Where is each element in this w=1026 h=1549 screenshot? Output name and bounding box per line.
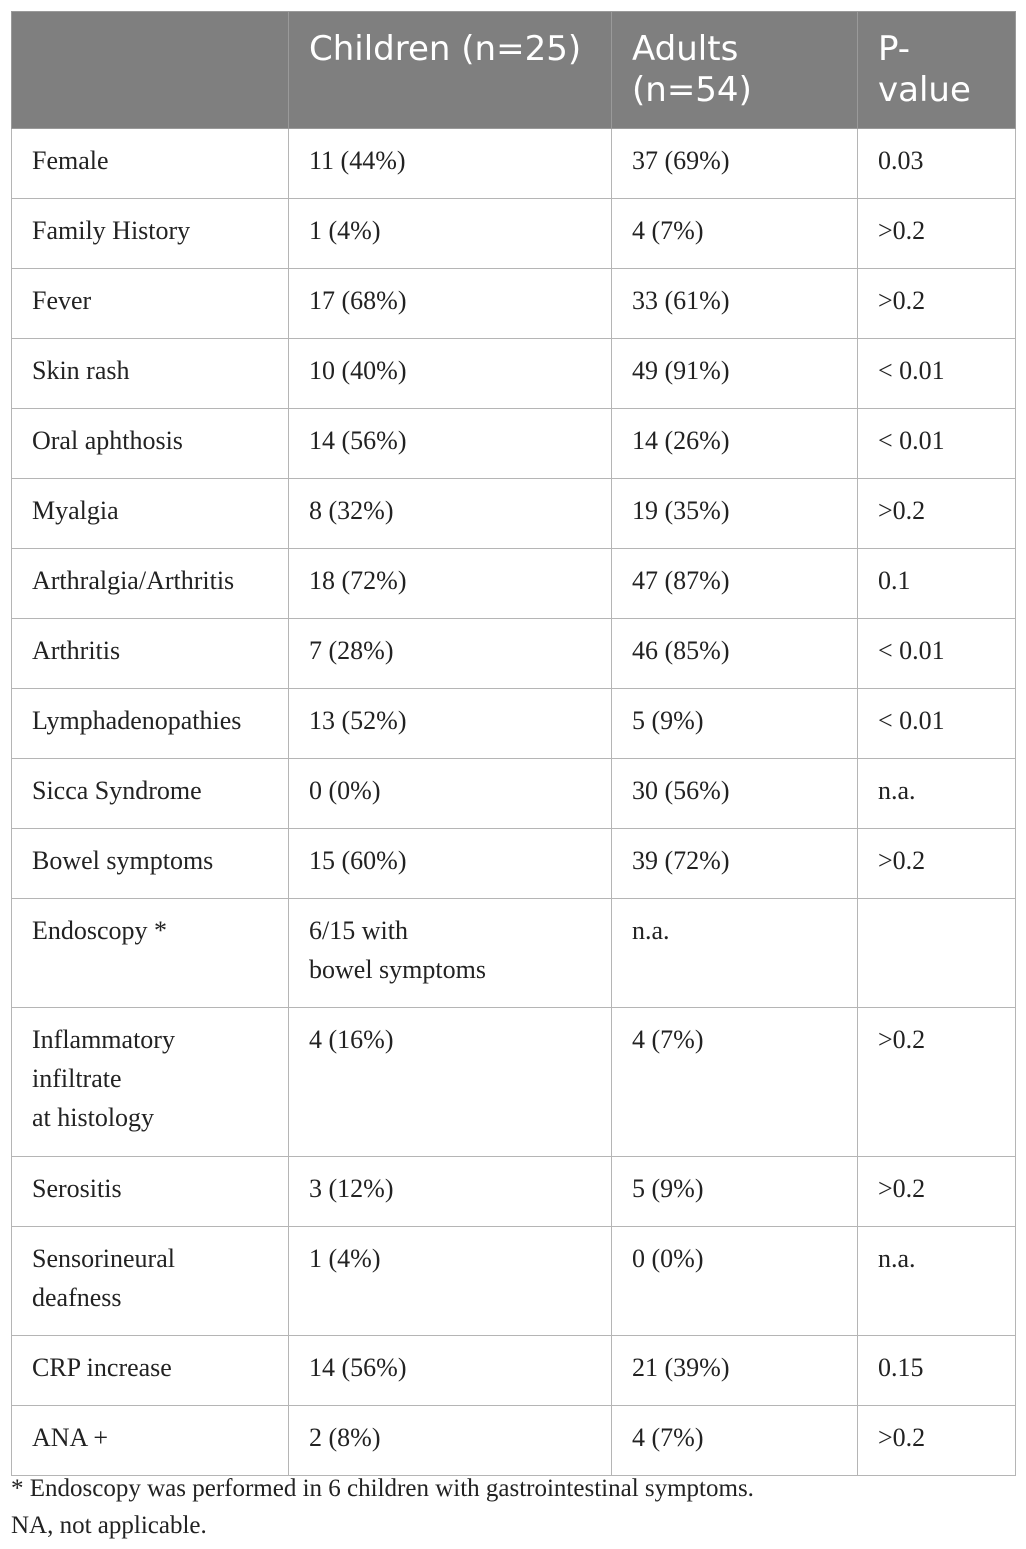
children-value: 11 (44%)	[289, 129, 612, 199]
row-label: CRP increase	[12, 1336, 289, 1406]
p-value: >0.2	[858, 1008, 1016, 1157]
children-value: 10 (40%)	[289, 339, 612, 409]
p-value: < 0.01	[858, 619, 1016, 689]
adults-value: 0 (0%)	[612, 1227, 858, 1336]
footnote-abbreviation: NA, not applicable.	[11, 1512, 207, 1539]
adults-value: 30 (56%)	[612, 759, 858, 829]
p-value: < 0.01	[858, 339, 1016, 409]
children-value: 6/15 with bowel symptoms	[289, 899, 612, 1008]
p-value: >0.2	[858, 1157, 1016, 1227]
p-value: < 0.01	[858, 409, 1016, 479]
table-row	[12, 1157, 1016, 1227]
footnote-endoscopy: * Endoscopy was performed in 6 children with gastrointestinal symptoms.	[11, 1475, 754, 1502]
row-label: Sensorineural deafness	[12, 1227, 289, 1336]
p-value: >0.2	[858, 269, 1016, 339]
p-value: >0.2	[858, 829, 1016, 899]
table-row	[12, 1008, 1016, 1157]
table-row	[12, 1406, 1016, 1476]
row-label: ANA +	[12, 1406, 289, 1476]
adults-value: 37 (69%)	[612, 129, 858, 199]
p-value: 0.03	[858, 129, 1016, 199]
table-row	[12, 829, 1016, 899]
row-label: Oral aphthosis	[12, 409, 289, 479]
row-label: Endoscopy *	[12, 899, 289, 1008]
children-value: 14 (56%)	[289, 1336, 612, 1406]
adults-value: 4 (7%)	[612, 1406, 858, 1476]
table-row	[12, 339, 1016, 409]
adults-value: n.a.	[612, 899, 858, 1008]
table-row	[12, 759, 1016, 829]
children-value: 1 (4%)	[289, 1227, 612, 1336]
row-label: Inflammatory infiltrate at histology	[12, 1008, 289, 1157]
p-value: >0.2	[858, 479, 1016, 549]
children-value: 13 (52%)	[289, 689, 612, 759]
p-value	[858, 899, 1016, 1008]
table-row	[12, 199, 1016, 269]
table-row	[12, 899, 1016, 1008]
p-value: >0.2	[858, 1406, 1016, 1476]
p-value: >0.2	[858, 199, 1016, 269]
table-row	[12, 549, 1016, 619]
row-label: Myalgia	[12, 479, 289, 549]
adults-value: 5 (9%)	[612, 1157, 858, 1227]
p-value: 0.15	[858, 1336, 1016, 1406]
children-value: 4 (16%)	[289, 1008, 612, 1157]
children-value: 2 (8%)	[289, 1406, 612, 1476]
row-label: Sicca Syndrome	[12, 759, 289, 829]
adults-value: 21 (39%)	[612, 1336, 858, 1406]
row-label: Family History	[12, 199, 289, 269]
header-children: Children (n=25)	[289, 12, 612, 129]
table-row	[12, 689, 1016, 759]
adults-value: 4 (7%)	[612, 1008, 858, 1157]
header-p-value: P- value	[858, 12, 1016, 129]
p-value: n.a.	[858, 759, 1016, 829]
adults-value: 39 (72%)	[612, 829, 858, 899]
header-row	[12, 12, 1016, 129]
table-row	[12, 269, 1016, 339]
row-label: Fever	[12, 269, 289, 339]
children-value: 0 (0%)	[289, 759, 612, 829]
header-adults: Adults (n=54)	[612, 12, 858, 129]
row-label: Bowel symptoms	[12, 829, 289, 899]
children-value: 3 (12%)	[289, 1157, 612, 1227]
row-label: Arthritis	[12, 619, 289, 689]
row-label: Arthralgia/Arthritis	[12, 549, 289, 619]
children-value: 7 (28%)	[289, 619, 612, 689]
table-row	[12, 619, 1016, 689]
p-value: < 0.01	[858, 689, 1016, 759]
row-label: Skin rash	[12, 339, 289, 409]
children-value: 8 (32%)	[289, 479, 612, 549]
children-value: 1 (4%)	[289, 199, 612, 269]
children-value: 14 (56%)	[289, 409, 612, 479]
row-label: Lymphadenopathies	[12, 689, 289, 759]
row-label: Female	[12, 129, 289, 199]
adults-value: 46 (85%)	[612, 619, 858, 689]
adults-value: 33 (61%)	[612, 269, 858, 339]
adults-value: 4 (7%)	[612, 199, 858, 269]
clinical-features-table	[11, 11, 1016, 1476]
p-value: n.a.	[858, 1227, 1016, 1336]
adults-value: 5 (9%)	[612, 689, 858, 759]
adults-value: 19 (35%)	[612, 479, 858, 549]
adults-value: 47 (87%)	[612, 549, 858, 619]
table-footnotes	[11, 1470, 1015, 1544]
table-row	[12, 129, 1016, 199]
header-feature	[12, 12, 289, 129]
children-value: 17 (68%)	[289, 269, 612, 339]
p-value: 0.1	[858, 549, 1016, 619]
children-value: 15 (60%)	[289, 829, 612, 899]
table-row	[12, 1227, 1016, 1336]
row-label: Serositis	[12, 1157, 289, 1227]
table-container	[11, 11, 1015, 1476]
children-value: 18 (72%)	[289, 549, 612, 619]
table-row	[12, 1336, 1016, 1406]
adults-value: 14 (26%)	[612, 409, 858, 479]
adults-value: 49 (91%)	[612, 339, 858, 409]
table-row	[12, 409, 1016, 479]
table-row	[12, 479, 1016, 549]
